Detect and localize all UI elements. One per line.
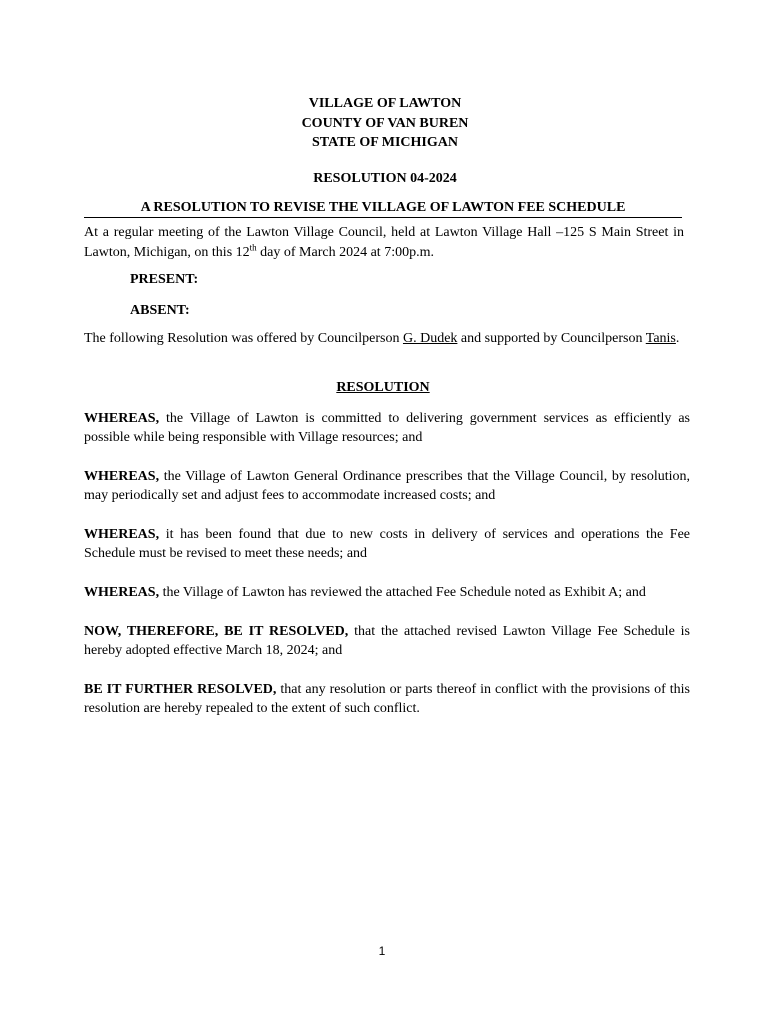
clause-paragraph [84,680,690,718]
section-heading-resolution: RESOLUTION [336,380,430,395]
page-number: 1 [378,944,386,958]
clause-text: it has been found that due to new costs in delivery of services and operations the Fee Schedule must be revised to meet these needs; and [84,527,690,561]
meeting-intro [84,223,684,263]
offered-text-2: and supported by Councilperson [457,331,646,346]
header-village: VILLAGE OF LAWTON [308,96,462,111]
intro-text: At a regular meeting of the Lawton Village Council, held at Lawton Village Hall –125 S Main Street in Lawton, Michigan, on this 12 [84,225,684,260]
mover-name: G. Dudek [402,331,458,346]
intro-superscript: th [249,242,257,253]
present-label: PRESENT: [130,272,199,287]
offered-statement [84,326,684,351]
clause-paragraph [84,622,690,660]
clause-text: the Village of Lawton is committed to delivering government services as efficiently as possible while being responsible with Village resources; and [84,411,690,445]
clause-lead: WHEREAS, [84,585,160,600]
clause-paragraph [84,467,690,505]
clause-text: the Village of Lawton has reviewed the attached Fee Schedule noted as Exhibit A; and [159,585,646,600]
supporter-name: Tanis [645,331,676,346]
clause-lead: WHEREAS, [84,527,160,542]
clause-paragraph [84,409,690,447]
offered-text-1: The following Resolution was offered by Councilperson [84,331,403,346]
clause-lead: WHEREAS, [84,411,160,426]
clause-paragraph [84,583,690,602]
clause-lead: WHEREAS, [84,469,160,484]
clause-paragraph [84,525,690,563]
offered-text-3: . [675,331,680,346]
clause-text: the Village of Lawton General Ordinance prescribes that the Village Council, by resolution, may periodically set and adjust fees to accommodate increased costs; and [84,469,690,503]
document-title: A RESOLUTION TO REVISE THE VILLAGE OF LAWTON FEE SCHEDULE [84,200,682,218]
clause-text: that the attached revised Lawton Village Fee Schedule is hereby adopted effective March 18, 2024; and [84,624,690,658]
clause-lead: BE IT FURTHER RESOLVED, [84,682,277,697]
header-state: STATE OF MICHIGAN [312,135,458,150]
header-county: COUNTY OF VAN BUREN [301,115,469,131]
absent-label: ABSENT: [130,303,190,318]
document-header [0,94,770,153]
clause-lead: NOW, THEREFORE, BE IT RESOLVED, [84,624,349,639]
intro-text-end: day of March 2024 at 7:00p.m. [256,245,434,260]
resolution-number: RESOLUTION 04-2024 [313,171,457,186]
clause-text: that any resolution or parts thereof in conflict with the provisions of this resolution are hereby repealed to the extent of such conflict. [84,682,690,716]
